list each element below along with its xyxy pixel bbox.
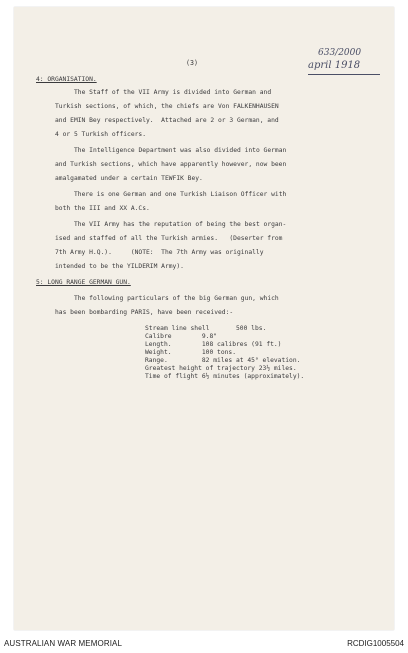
spec-line: Calibre 9.8" [145,333,218,340]
paragraph-line: has been bombarding PARIS, have been received:- [55,309,234,316]
paragraph-line: The Intelligence Department was also divided into German [74,147,287,154]
spec-line: Weight. 100 tons. [145,349,236,356]
archive-footer [0,636,408,653]
handwritten-reference: 633/2000 [318,48,362,58]
paragraph-line: and Turkish sections, which have apparently however, now been [55,161,287,168]
paragraph-line: 4 or 5 Turkish officers. [55,131,146,138]
paragraph-line: amalgamated under a certain TEWFIK Bey. [55,175,203,182]
spec-line: Greatest height of trajectory 23½ miles. [145,365,297,372]
archive-credit: AUSTRALIAN WAR MEMORIAL [4,639,123,648]
handwritten-underline [308,74,380,75]
paragraph-line: The Staff of the VII Army is divided into German and [74,89,272,96]
spec-line: Range. 82 miles at 45° elevation. [145,357,301,364]
handwritten-annotation [308,47,390,77]
paragraph-line: intended to be the YILDERIM Army). [55,263,184,270]
spec-line: Length. 108 calibres (91 ft.) [145,341,282,348]
spec-line: Time of flight 6½ minutes (approximately). [145,373,305,380]
paragraph-line: ised and staffed of all the Turkish armies. (Deserter from [55,235,283,242]
section-heading-organisation: 4: ORGANISATION. [36,76,97,83]
paragraph-line: The following particulars of the big German gun, which [74,295,279,302]
document-page [14,7,394,630]
page-number: (3) [186,59,198,67]
paragraph-line: Turkish sections, of which, the chiefs are Von FALKENHAUSEN [55,103,279,110]
paragraph-line: and EMIN Bey respectively. Attached are 2 or 3 German, and [55,117,279,124]
section-heading-long-range-gun: 5: LONG RANGE GERMAN GUN. [36,279,131,286]
paragraph-line: 7th Army H.Q.). (NOTE: The 7th Army was originally [55,249,264,256]
spec-line: Stream line shell 500 lbs. [145,325,267,332]
paragraph-line: both the III and XX A.Cs. [55,205,150,212]
archive-id: RCDIG1005504 [347,639,404,648]
paragraph-line: There is one German and one Turkish Liaison Officer with [74,191,287,198]
handwritten-date: april 1918 [308,60,361,71]
paragraph-line: The VII Army has the reputation of being the best organ- [74,221,287,228]
